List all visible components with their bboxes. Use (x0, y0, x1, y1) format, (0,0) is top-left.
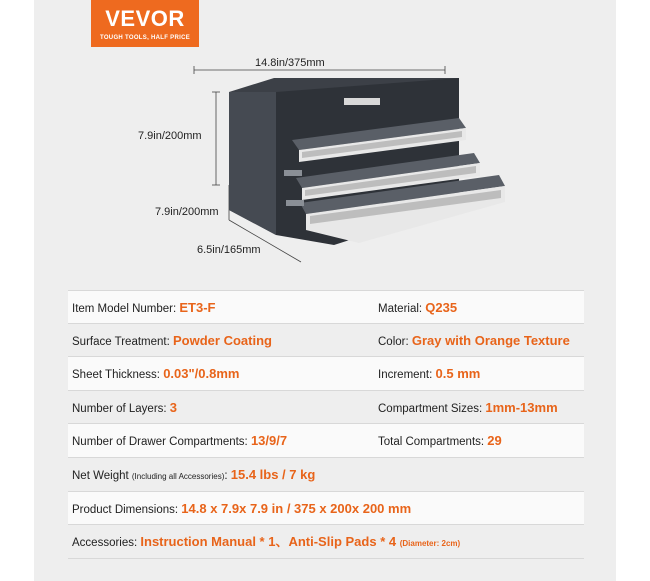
height-side-dimension: 7.9in/200mm (155, 206, 219, 218)
weight-cell (72, 458, 315, 491)
thickness-cell (72, 357, 239, 390)
model-label: Item Model Number: (72, 303, 180, 315)
material-value: Q235 (425, 300, 458, 315)
brand-name: VEVOR (105, 6, 185, 31)
total-compartments-cell (378, 424, 502, 457)
layers-value: 3 (169, 399, 178, 415)
accessories-note: (Diameter: 2cm) (399, 539, 461, 549)
accessories-value: Instruction Manual * 1、Anti-Slip Pads * 4 (140, 534, 400, 550)
brand-tagline: TOUGH TOOLS, HALF PRICE (99, 35, 190, 41)
dimensions-value: 14.8 x 7.9x 7.9 in / 375 x 200x 200 mm (181, 500, 412, 516)
drawer-compartments-value: 13/9/7 (250, 433, 288, 449)
color-cell (378, 324, 570, 357)
surface-value: Powder Coating (173, 332, 272, 348)
weight-colon: : (224, 469, 231, 482)
weight-note: (Including all Accessories) (131, 471, 225, 481)
spec-table (68, 290, 584, 559)
drawer-compartments-label: Number of Drawer Compartments: (72, 436, 251, 449)
spec-row (68, 357, 584, 391)
spec-row (68, 391, 584, 425)
layers-label: Number of Layers: (72, 402, 170, 415)
width-dimension: 14.8in/375mm (255, 57, 325, 69)
accessories-label: Accessories: (72, 537, 141, 550)
compartment-sizes-cell (378, 391, 558, 424)
spec-row (68, 492, 584, 526)
spec-row (68, 324, 584, 358)
dimensions-cell (72, 492, 411, 525)
weight-label: Net Weight (72, 469, 132, 482)
model-value: ET3-F (179, 300, 216, 315)
material-cell (378, 291, 457, 324)
product-illustration (34, 0, 616, 290)
thickness-label: Sheet Thickness: (72, 369, 164, 382)
spec-row (68, 458, 584, 492)
compartment-sizes-value: 1mm-13mm (485, 399, 558, 415)
height-front-dimension: 7.9in/200mm (138, 130, 202, 142)
color-label: Color: (378, 335, 412, 348)
accessories-cell (72, 525, 460, 558)
layers-cell (72, 391, 177, 424)
weight-value: 15.4 lbs / 7 kg (230, 466, 316, 482)
depth-dimension: 6.5in/165mm (197, 244, 261, 256)
spec-row (68, 424, 584, 458)
total-compartments-value: 29 (487, 433, 502, 449)
compartment-sizes-label: Compartment Sizes: (378, 402, 486, 415)
surface-cell (72, 324, 272, 357)
increment-cell (378, 357, 480, 390)
product-spec-page (34, 0, 616, 581)
spec-row (68, 525, 584, 559)
thickness-value: 0.03"/0.8mm (163, 366, 240, 382)
total-compartments-label: Total Compartments: (378, 436, 488, 449)
dimensions-label: Product Dimensions: (72, 503, 182, 516)
increment-label: Increment: (378, 369, 436, 382)
color-value: Gray with Orange Texture (411, 332, 570, 348)
material-label: Material: (378, 303, 426, 315)
model-cell (72, 291, 216, 324)
increment-value: 0.5 mm (435, 366, 481, 382)
drawer-compartments-cell (72, 424, 287, 457)
surface-label: Surface Treatment: (72, 335, 173, 348)
spec-row (68, 290, 584, 324)
